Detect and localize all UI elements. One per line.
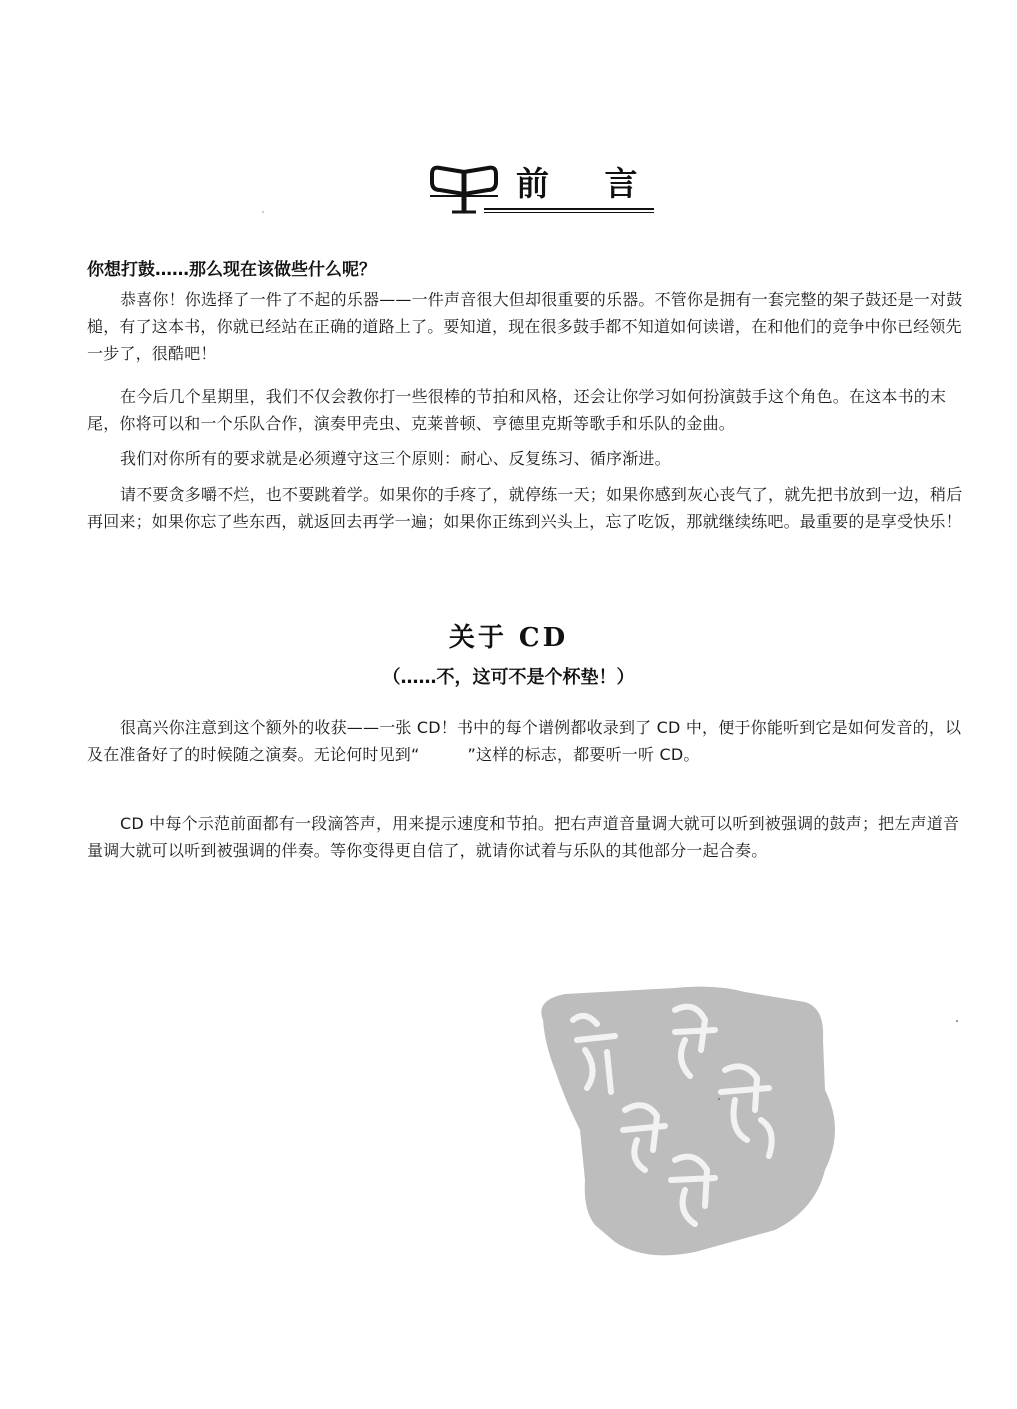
intro-paragraph: 请不要贪多嚼不烂，也不要跳着学。如果你的手疼了，就停练一天；如果你感到灰心丧气了，就先把书放到一边，稍后再回来；如果你忘了些东西，就返回去再学一遍；如果你正练到兴头上，忘了吃饭，那就继续练吧。最重要的是享受快乐！ <box>87 485 963 531</box>
preface-title-block <box>428 150 660 220</box>
cd-section-subtitle: （……不，这可不是个杯垫！） <box>382 667 635 688</box>
cd-paragraph-text-end: ”这样的标志，都要听一听 CD。 <box>467 745 700 764</box>
intro-paragraph: 恭喜你！你选择了一件了不起的乐器——一件声音很大但却很重要的乐器。不管你是拥有一套完整的架子鼓还是一对鼓槌，有了这本书，你就已经站在正确的道路上了。要知道，现在很多鼓手都不知道如何读谱，在和他们的竞争中你已经领先一步了，很酷吧！ <box>87 290 963 363</box>
intro-paragraph: 我们对你所有的要求就是必须遵守这三个原则：耐心、反复练习、循序渐进。 <box>120 449 671 468</box>
title-underline <box>484 208 654 210</box>
scan-speck <box>956 1020 958 1022</box>
cd-section-title: 关于 CD <box>448 623 569 653</box>
intro-paragraph: 在今后几个星期里，我们不仅会教你打一些很棒的节拍和风格，还会让你学习如何扮演鼓手这个角色。在这本书的末尾，你将可以和一个乐队合作，演奏甲壳虫、克莱普顿、亨德里克斯等歌手和乐队的金曲。 <box>87 387 947 433</box>
cd-paragraph-text-start: 很高兴你注意到这个额外的收获——一张 CD！书中的每个谱例都收录到了 CD 中，便于你能听到它是如何发音的，以及在准备好了的时候随之演奏。无论何时见到“ <box>87 718 962 764</box>
scan-speck <box>718 1098 720 1100</box>
cd-paragraph <box>87 714 967 768</box>
page-title: 前 言 <box>516 164 660 203</box>
scan-speck <box>262 211 264 213</box>
cd-paragraph: CD 中每个示范前面都有一段滴答声，用来提示速度和节拍。把右声道音量调大就可以听到被强调的鼓声；把左声道音量调大就可以听到被强调的伴奏。等你变得更自信了，就请你试着与乐队的其他部分一起合奏。 <box>87 814 960 860</box>
intro-heading: 你想打鼓……那么现在该做些什么呢？ <box>87 260 376 280</box>
seal-stamp-watermark <box>525 980 860 1260</box>
title-underline-thin <box>484 212 654 213</box>
